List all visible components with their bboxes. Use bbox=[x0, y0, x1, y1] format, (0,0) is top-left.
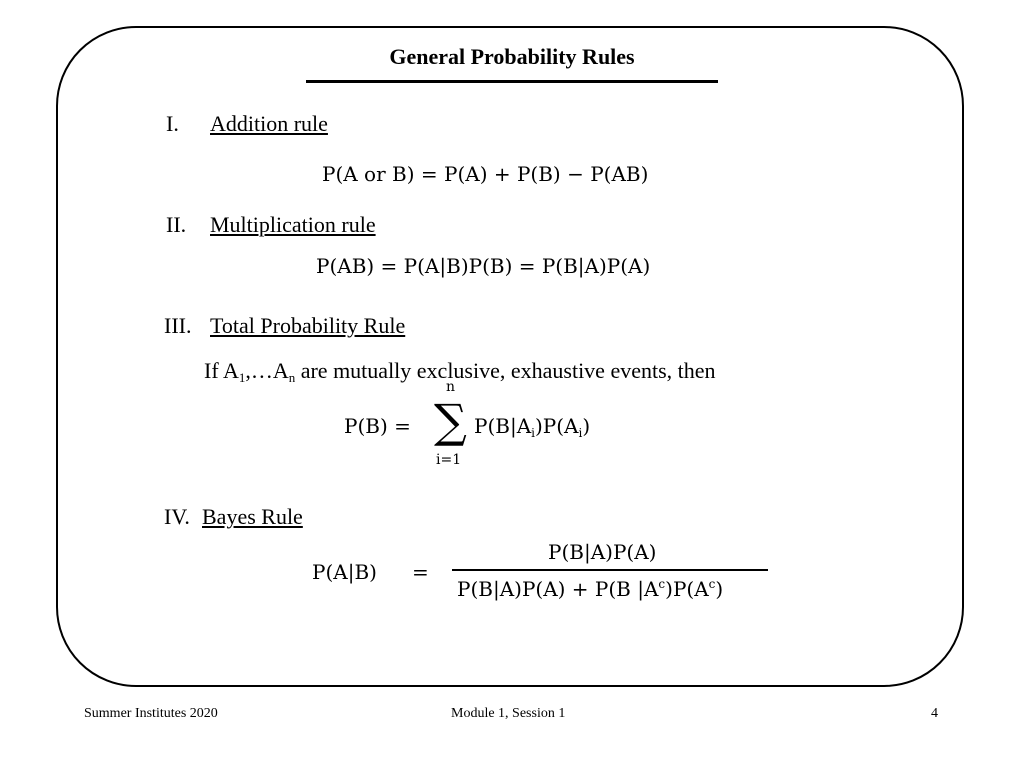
denominator-part-b: )P(A bbox=[665, 577, 709, 601]
text-suffix: are mutually exclusive, exhaustive events, then bbox=[295, 358, 716, 383]
section-numeral: IV. bbox=[164, 504, 190, 529]
subscript-n: n bbox=[288, 370, 296, 385]
total-formula-lhs: P(B) = bbox=[344, 414, 411, 438]
section-total-heading bbox=[164, 313, 405, 339]
superscript-c: c bbox=[708, 577, 716, 591]
section-numeral: II. bbox=[166, 212, 187, 237]
denominator-part-a: P(B|A)P(A) + P(B |A bbox=[457, 577, 659, 601]
subscript-i: i bbox=[531, 426, 535, 440]
section-label: Addition rule bbox=[210, 111, 328, 136]
total-condition-text bbox=[204, 358, 716, 386]
bayes-lhs: P(A|B) bbox=[312, 560, 377, 584]
footer-left: Summer Institutes 2020 bbox=[84, 706, 218, 721]
subscript-1: 1 bbox=[238, 370, 246, 385]
section-numeral: I. bbox=[166, 111, 179, 136]
footer-center: Module 1, Session 1 bbox=[451, 706, 566, 721]
text-mid: ,…A bbox=[245, 358, 289, 383]
section-label: Multiplication rule bbox=[210, 212, 376, 237]
rhs-part-a: P(B|A bbox=[474, 414, 532, 438]
text-prefix: If A bbox=[204, 358, 239, 383]
section-numeral: III. bbox=[164, 313, 192, 338]
sum-lower-limit: i=1 bbox=[436, 452, 462, 468]
denominator-part-c: ) bbox=[715, 577, 724, 601]
rhs-part-b: )P(A bbox=[534, 414, 579, 438]
sum-upper-limit: n bbox=[446, 379, 456, 395]
title-underline bbox=[306, 80, 718, 83]
slide-title: General Probability Rules bbox=[389, 44, 635, 69]
section-addition-heading bbox=[166, 111, 328, 137]
subscript-i: i bbox=[578, 426, 583, 440]
section-label: Total Probability Rule bbox=[210, 313, 406, 338]
total-formula-rhs bbox=[474, 414, 590, 440]
multiplication-formula: P(AB) = P(A|B)P(B) = P(B|A)P(A) bbox=[316, 254, 651, 278]
section-multiplication-heading bbox=[166, 212, 376, 238]
section-bayes-heading bbox=[164, 504, 303, 530]
summation-sigma: ∑ bbox=[434, 394, 467, 448]
addition-formula: P(A or B) = P(A) + P(B) − P(AB) bbox=[322, 162, 649, 186]
superscript-c: c bbox=[658, 577, 666, 591]
bayes-equals: = bbox=[412, 560, 429, 584]
bayes-denominator bbox=[457, 577, 723, 601]
fraction-bar bbox=[452, 569, 768, 571]
bayes-numerator: P(B|A)P(A) bbox=[548, 540, 657, 564]
page-number: 4 bbox=[931, 706, 938, 721]
rhs-part-c: ) bbox=[582, 414, 591, 438]
section-label: Bayes Rule bbox=[202, 504, 303, 529]
